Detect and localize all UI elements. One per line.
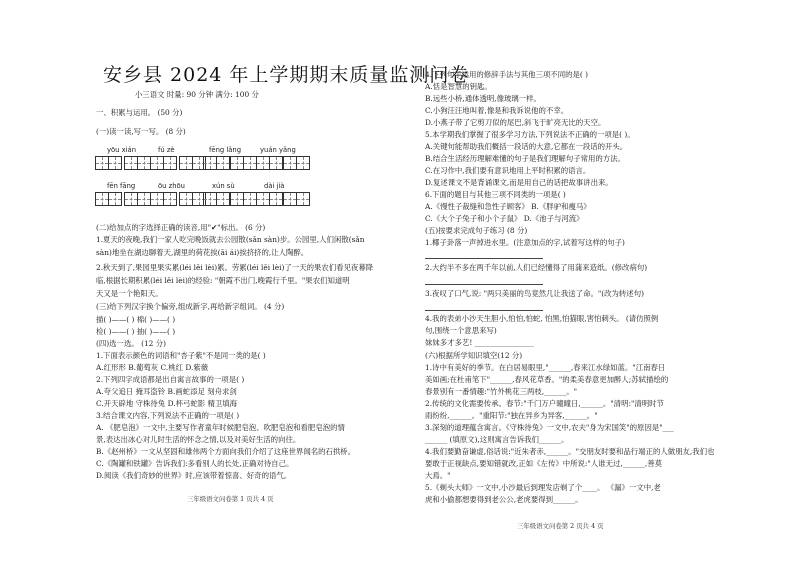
question-options: D.阅读《我们奇妙的世界》时,应该带着惊喜、好奇的语气。 (96, 471, 292, 480)
question-title: (六)根据所学知识填空(12 分) (425, 351, 523, 360)
question-text: 雨纷纷,______。"重阳节:"独在异乡为异客,______。" (425, 411, 598, 420)
question-options: C.小狗汪汪地叫着,像是和我诉说他的不幸。 (425, 106, 569, 115)
question-text: 2.下列四字成语都是出自寓言故事的一项是( ) (96, 375, 245, 384)
question-title: (五)按要求完成句子练习 (8 分) (425, 226, 528, 235)
writing-grid[interactable] (283, 192, 309, 206)
question-text: 临,根据长期积累(léi lěi lèi)的经验: "朝霞不出门,晚霞行千里。"果农们知道明 (96, 276, 350, 285)
question-text: 6.下面的题目与其他三项不同类的一项是( ) (425, 190, 566, 199)
pinyin-label: dài jià (264, 182, 285, 190)
writing-grid[interactable] (95, 192, 121, 206)
question-text: 2.传统的文化需要传承。春节:"千门万户曈曈日,______。"清明:"清明时节 (425, 399, 664, 408)
question-text: 2.大约半不多在两千年以前,人们已经懂得了用蒲来造纸。(修改病句) (425, 263, 648, 272)
writing-grid[interactable] (230, 192, 256, 206)
writing-grid[interactable] (124, 156, 150, 170)
question-options: C.在习作中,我们要有意识地用上平时积累的语言。 (425, 166, 591, 175)
page-footer: 三年级语文问卷第 1 页共 4 页 (187, 495, 274, 503)
answer-line[interactable] (425, 284, 543, 285)
pinyin-label: ōu zhōu (158, 182, 185, 190)
question-text: 要敢于正视缺点,要知错就改,正如《左传》中所说:"人谁无过,______,善莫 (425, 459, 663, 468)
question-text: sàn)地坐在湖边聊着天,湖里的荷花挨(āi ái)挨挤挤的,让人陶醉。 (96, 248, 309, 257)
answer-line[interactable] (425, 258, 543, 259)
writing-grid[interactable] (256, 192, 282, 206)
writing-grid[interactable] (203, 156, 229, 170)
question-text: 句,围绕一个意思来写) (425, 326, 497, 335)
question-options: D.复述课文不是背诵课文,而是用自己的话把故事讲出来。 (425, 178, 613, 187)
question-options: C.开天辟地 守株待兔 D.杯弓蛇影 精卫填海 (96, 399, 238, 408)
question-title: (一)读一读,写一写。 (8 分) (96, 127, 186, 136)
question-text: 1.下面表示颜色的词语和"杏子紫"不是同一类的是( ) (96, 351, 266, 360)
writing-grid[interactable] (150, 192, 176, 206)
question-text: 5.《剃头大师》一文中,小沙最后到理发店剃了个____。 《漏》一文中,老 (425, 483, 661, 492)
question-title: (二)给加点的字选择正确的读音,用"✔"标出。 (6 分) (96, 223, 266, 232)
writing-grid[interactable] (179, 156, 205, 170)
writing-grid[interactable] (95, 156, 121, 170)
question-options: B.《赵州桥》一文从坚固和雄伟两个方面向我们介绍了这座世界闻名的石拱桥。 (96, 447, 356, 456)
question-options: D.小燕子带了它剪刀似的尾巴,斜飞于旷亮无比的天空。 (425, 118, 606, 127)
question-title: (四)选一选。 (12 分) (96, 339, 166, 348)
question-text: 大焉。" (425, 471, 451, 480)
question-options: A.红形形 B.葡萄灰 C.桃红 D.紫薇 (96, 363, 209, 372)
question-options: A.夸父追日 掩耳盗铃 B.画蛇添足 刻舟求剑 (96, 387, 237, 396)
question-options: A. 《肥皂泡》一文中,主要写作者童年时候肥皂泡、吹肥皂泡和看肥皂泡的情 (96, 423, 345, 432)
question-text: 春景别有一番情趣:"竹外桃花三两枝,______。" (425, 387, 578, 396)
question-text: 天又是一个艳阳天。 (96, 289, 163, 298)
writing-grid[interactable] (203, 192, 229, 206)
question-text: 2.秋天到了,果园里果实累(léi lěi lèi)累。劳累(léi lěi lèi)了一天的果农们看见夜幕降 (96, 263, 374, 272)
question-options: A.《慢性子裁缝和急性子顾客》 B.《胖驴和瘦马》 (425, 202, 591, 211)
question-text: 4.我们要勤奋谦虚,俗话说:"近朱者赤,______。"交朋友时要和品行端正的人做朋友,我们也 (425, 447, 715, 456)
question-text: 虎和小偷都想要得到老公公,老虎要得到______。 (425, 495, 583, 504)
question-text: 4.下列句子运用的修辞手法与其他三项不同的是( ) (425, 70, 588, 79)
page-footer: 三年级语文问卷第 2 页共 4 页 (517, 522, 604, 530)
question-options: A.恬是智慧的钥匙。 (425, 82, 492, 91)
question-text: 4.我的表弟小沙天生胆小,怕怕,怕蛇, 怕黑,怕猫眼,害怕刺头。 (请仿照例 (425, 314, 659, 323)
writing-grid[interactable] (179, 192, 205, 206)
question-title: (三)给下列汉字换个偏旁,组成新字,再给新字组词。 (4 分) (96, 302, 285, 311)
question-text: 1.夏天的夜晚,我们一家人吃完晚饭就去公园散(sǎn sàn)步。公园里,人们闲散(sǎn (96, 235, 365, 244)
question-text: 描( )——( ) 棉( )——( ) (96, 315, 176, 324)
question-text: 美如画;在杜甫笔下"______,春风花草香。"的柔美春意更加醉人;苏轼描绘的 (425, 375, 669, 384)
section-title: 一、积累与运用。 (50 分) (96, 108, 183, 117)
question-options: C.《陶罐和铁罐》告诉我们:多看别人的长处,正确对待自己。 (96, 459, 294, 468)
question-text: 1.诗中有美好的季节。在白居易眼里,"______,春来江水绿如蓝。"江南春日 (425, 363, 666, 372)
question-text: ______ (填原文),这则寓言告诉我们______。 (425, 435, 569, 444)
pinyin-label: fēng lǎng (209, 146, 242, 154)
question-options: B.远些小桥,通体透明,像玻璃一样。 (425, 94, 541, 103)
pinyin-label: yuán yǎng (260, 146, 296, 154)
question-options: C.《大个子兔子和小个子鼠》 D.《池子与河流》 (425, 214, 584, 223)
page-title: 安乡县 2024 年上学期期末质量监测问卷 (103, 64, 470, 86)
writing-grid[interactable] (150, 156, 176, 170)
pinyin-label: xún sù (212, 182, 235, 190)
question-text: 1.椰子卦落一声掉进水里。(注意加点的字,试着写这样的句子) (425, 238, 625, 247)
question-text: 3.结合课文内容,下列说法不正确的一项是( ) (96, 411, 240, 420)
exam-meta: 小三语文 时量: 90 分钟 满分: 100 分 (135, 90, 259, 99)
question-text: 5.本学期我们掌握了很多学习方法,下列说法不正确的一项是( )。 (425, 130, 635, 139)
pinyin-label: fēn fāng (107, 182, 136, 190)
question-options: B.结合生活经历理解难懂的句子是我们理解句子常用的方法。 (425, 154, 625, 163)
writing-grid[interactable] (230, 156, 256, 170)
question-text: 3.深刻的道理蕴含寓言。《守株待兔》一文中,农夫"身为宋国笑"的原因是"___ (425, 423, 674, 432)
writing-grid[interactable] (283, 156, 309, 170)
pinyin-label: fú zè (158, 146, 175, 154)
question-text: 3.夜叹了口气,说: "两只美丽的鸟竟然几让我送了命。"(改为转述句) (425, 289, 644, 298)
answer-line[interactable] (425, 310, 543, 311)
question-text: 检( )——( ) 抽( )——( ) (96, 327, 176, 336)
writing-grid[interactable] (256, 156, 282, 170)
question-text: 妹妹多才多艺! ________________ (425, 338, 534, 347)
writing-grid[interactable] (124, 192, 150, 206)
question-options: A.关键句能帮助我们概括一段话的大意,它都在一段话的开头。 (425, 142, 628, 151)
pinyin-label: yōu xián (107, 146, 137, 154)
question-options: 景,表达出冰心对儿时生活的怀念之情,以及对美好生活的向往。 (96, 435, 301, 444)
